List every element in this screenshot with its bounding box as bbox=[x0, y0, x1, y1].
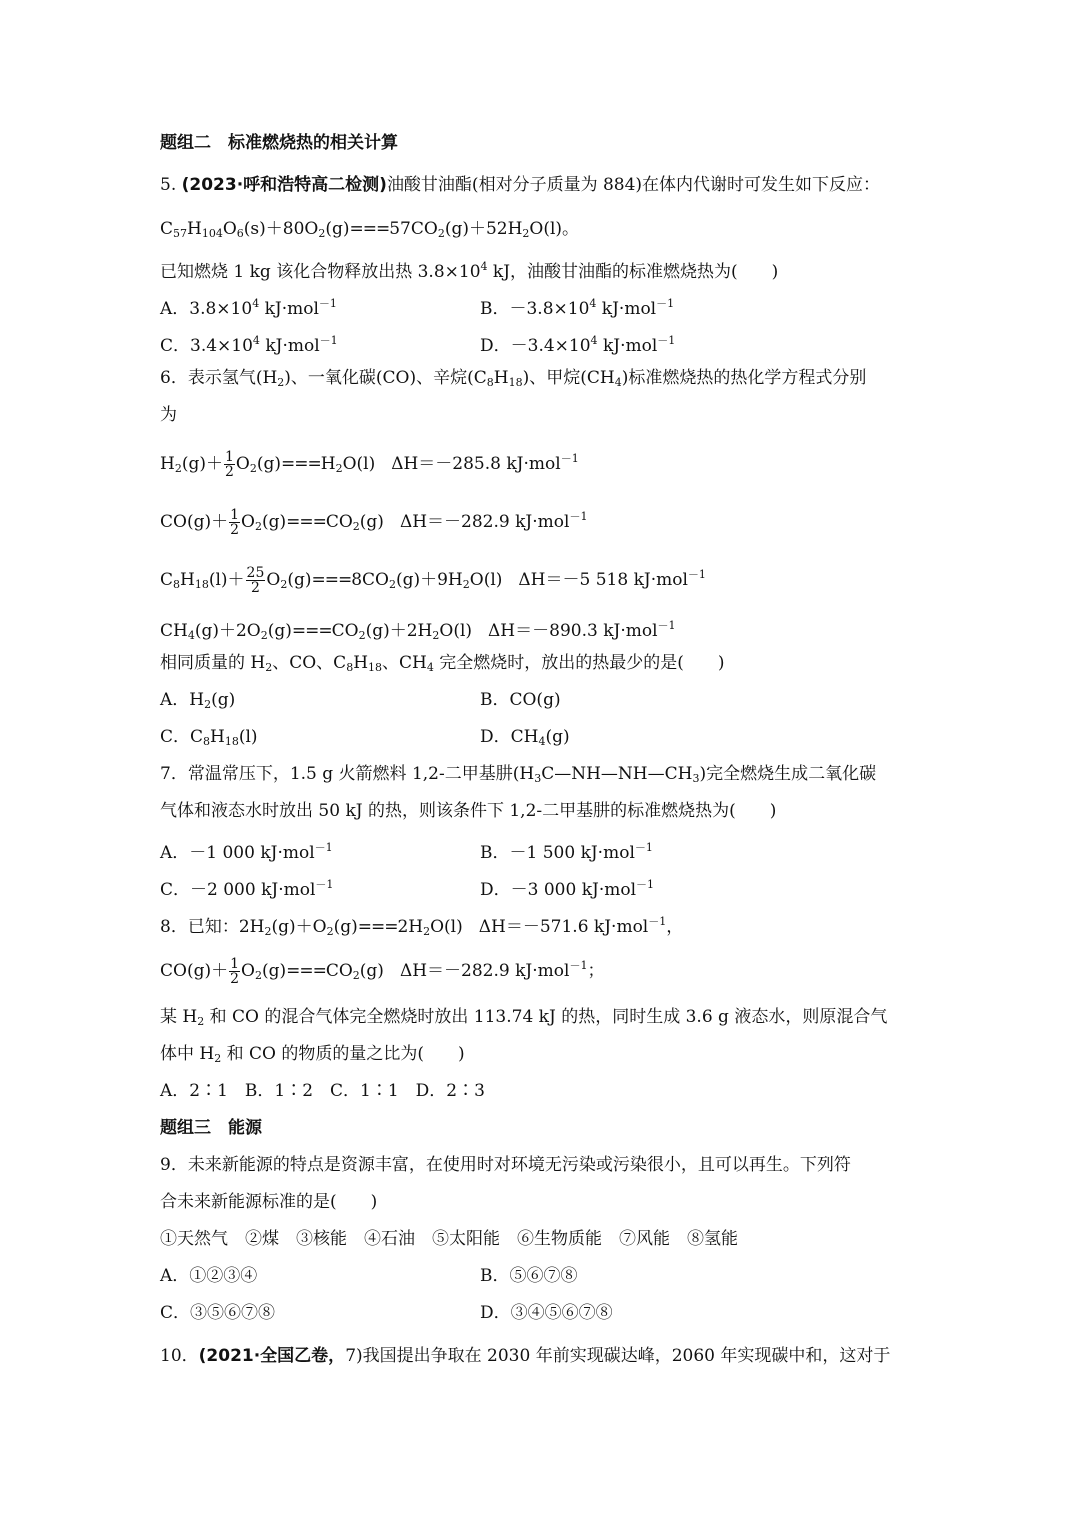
question-9-stem: 9．未来新能源的特点是资源丰富，在使用时对环境无污染或污染很小，且可以再生。下列符 bbox=[160, 1155, 851, 1175]
option-a[interactable]: A．$3.8\times 10^4$ kJ·mol$^{-1}$ bbox=[160, 297, 337, 319]
option-c[interactable]: C．③⑤⑥⑦⑧ bbox=[160, 1303, 276, 1323]
question-8-stem: 8．已知：$2H_2(g)+O_2(g)===2H_2O(l)$ ΔH＝－571.6 kJ·mol$^{-1}$， bbox=[160, 915, 684, 938]
question-6-stem: 6．表示氢气$(H_2)$、一氧化碳(CO)、辛烷$(C_8H_{18})$、甲烷$(CH_4)$标准燃烧热的热化学方程式分别 bbox=[160, 368, 867, 389]
thermo-equation-2: CO(g)＋ $\frac{1}{2}$ $O_2(g)===CO_2(g)$ ΔH＝－282.9 kJ·mol$^{-1}$ bbox=[160, 507, 588, 538]
question-8-ask: 某 $H_2$ 和 CO 的混合气体完全燃烧时放出 113.74 kJ 的热，同时生成 3.6 g 液态水，则原混合气 bbox=[160, 1007, 888, 1028]
question-5-known: 已知燃烧 1 kg 该化合物释放出热 $3.8\times 10^4$ kJ，油酸甘油酯的标准燃烧热为( ) bbox=[160, 260, 779, 282]
option-a[interactable]: A．①②③④ bbox=[160, 1266, 258, 1286]
source-tag: (2023·呼和浩特高二检测) bbox=[181, 175, 387, 195]
thermo-equation-1: $H_2(g)+$ $\frac{1}{2}$ $O_2(g)===H_2O(l)$ ΔH＝－285.8 kJ·mol$^{-1}$ bbox=[160, 449, 579, 480]
option-d[interactable]: D．$CH_4(g)$ bbox=[480, 727, 570, 748]
option-b[interactable]: B．－1 500 kJ·mol$^{-1}$ bbox=[480, 841, 653, 863]
option-d[interactable]: D．$-3.4\times 10^4$ kJ·mol$^{-1}$ bbox=[480, 334, 676, 356]
question-6-stem-cont: 为 bbox=[160, 405, 177, 425]
question-10-stem: 10．(2021·全国乙卷，7)我国提出争取在 2030 年前实现碳达峰，2060 年实现碳中和，这对于 bbox=[160, 1346, 891, 1366]
question-8-options[interactable]: A．2∶1 B．1∶2 C．1∶1 D．2∶3 bbox=[160, 1081, 485, 1101]
thermo-equation-co: CO(g)＋ $\frac{1}{2}$ $O_2(g)===CO_2(g)$ ΔH＝－282.9 kJ·mol$^{-1}$； bbox=[160, 956, 605, 987]
option-a[interactable]: A．$H_2(g)$ bbox=[160, 690, 236, 711]
question-7-stem-cont: 气体和液态水时放出 50 kJ 的热，则该条件下 1,2-二甲基肼的标准燃烧热为( ) bbox=[160, 801, 777, 821]
option-a[interactable]: A．－1 000 kJ·mol$^{-1}$ bbox=[160, 841, 333, 863]
option-d[interactable]: D．－3 000 kJ·mol$^{-1}$ bbox=[480, 878, 655, 900]
option-b[interactable]: B．CO(g) bbox=[480, 690, 561, 710]
question-5-stem: 5. (2023·呼和浩特高二检测)油酸甘油酯(相对分子质量为 884)在体内代谢时可发生如下反应： bbox=[160, 175, 881, 195]
thermo-equation-3: $C_8H_{18}(l)+$ $\frac{25}{2}$ $O_2(g)===8CO_2(g)+9H_2O(l)$ ΔH＝－5 518 kJ·mol$^{-1}$ bbox=[160, 565, 706, 596]
question-6-ask: 相同质量的 $H_2$、CO、$C_8H_{18}$、$CH_4$ 完全燃烧时，放出的热最少的是( ) bbox=[160, 653, 725, 674]
section-heading: 题组二 标准燃烧热的相关计算 bbox=[160, 133, 398, 153]
section-heading: 题组三 能源 bbox=[160, 1118, 262, 1138]
question-7-stem: 7．常温常压下，1.5 g 火箭燃料 1,2-二甲基肼$(H_3C—NH—NH—CH_3)$完全燃烧生成二氧化碳 bbox=[160, 764, 877, 785]
option-c[interactable]: C．－2 000 kJ·mol$^{-1}$ bbox=[160, 878, 334, 900]
option-b[interactable]: B．$-3.8\times 10^4$ kJ·mol$^{-1}$ bbox=[480, 297, 675, 319]
option-d[interactable]: D．③④⑤⑥⑦⑧ bbox=[480, 1303, 613, 1323]
question-9-items: ①天然气 ②煤 ③核能 ④石油 ⑤太阳能 ⑥生物质能 ⑦风能 ⑧氢能 bbox=[160, 1229, 738, 1249]
option-c[interactable]: C．$C_8H_{18}(l)$ bbox=[160, 727, 258, 748]
question-9-stem-cont: 合未来新能源标准的是( ) bbox=[160, 1192, 378, 1212]
thermo-equation-4: $CH_4(g)+2O_2(g)===CO_2(g)+2H_2O(l)$ ΔH＝－890.3 kJ·mol$^{-1}$ bbox=[160, 619, 676, 642]
option-c[interactable]: C．$3.4\times 10^4$ kJ·mol$^{-1}$ bbox=[160, 334, 338, 356]
source-tag: (2021·全国乙卷， bbox=[198, 1346, 346, 1366]
reaction-equation: $C_{57}H_{104}O_6(s)+80O_2(g)===57CO_2(g)+52H_2O(l)$。 bbox=[160, 219, 580, 240]
option-b[interactable]: B．⑤⑥⑦⑧ bbox=[480, 1266, 578, 1286]
question-8-ask-cont: 体中 $H_2$ 和 CO 的物质的量之比为( ) bbox=[160, 1044, 465, 1065]
